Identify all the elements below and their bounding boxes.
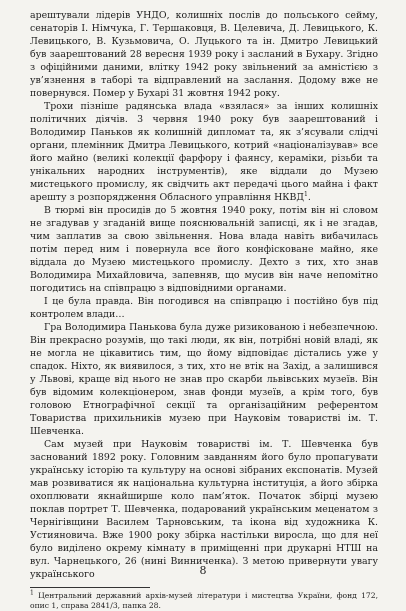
- footnote-marker: 1: [304, 190, 308, 198]
- paragraph-6: Сам музей при Науковім товаристві ім. Т. Шевченка був заснований 1892 року. Головним завданням його було пропагувати українську історію та культуру на основі зібраних експонатів. Музей мав розвиватися як національна культурна інституція, а його збірка охоплювати якнайширше коло пам’яток. Початок збірці музею поклав портрет Т. Шевченка, подарований українським меценатом з Чернігівщини Василем Тарновським, та ікона від художника К. Устияновича. Вже 1900 року збірка настільки виросла, що для неї було виділено окрему кімнату в приміщенні при друкарні НТШ на вул. Чарнецького, 26 (нині Винниченка). З метою привернути увагу українського: [30, 439, 378, 580]
- paragraph-5: Гра Володимира Панькова була дуже ризикованою і небезпечною. Він прекрасно розумів, що такі люди, як він, потрібні новій владі, як не могла не цікавитись тим, що йому відповідає дістались уже у спадок. Ніхто, як виявилося, з тих, хто не втік на Захід, а залишився у Львові, краще від нього не знав про скарби львівських музеїв. Він був відомим колекціонером, знав фонди музеїв, а крім того, був головою Етнографічної секції та організаційним референтом Товариства прихильників музею при Науковім товаристві ім. Т. Шевченка.: [30, 322, 378, 437]
- footnote-number: 1: [30, 589, 34, 597]
- paragraph-4: І це була правда. Він погодився на співпрацю і постійно був під контролем влади…: [30, 296, 378, 320]
- paragraph-1: арештували лідерів УНДО, колишніх послів до польського сейму, сенаторів І. Німчука, Г. Тершаковця, В. Целевича, Д. Левицького, К. Левицького, В. Кузьмовича, О. Луцького та ін. Дмитро Левицький був заарештований 28 вересня 1939 року і засланий в Бухару. Згідно з офіційними даними, влітку 1942 року звільнений за амністією з ув’язнення в таборі та відправлений на заслання. Додому вже не повернувся. Помер у Бухарі 31 жовтня 1942 року.: [30, 10, 378, 99]
- paragraph-2-text: Трохи пізніше радянська влада «взялася» за інших колишніх політичних діячів. 3 червня 1940 року був заарештований і Володимир Паньков як колишній дипломат та, як з’ясували слідчі органи, племінник Дмитра Левицького, котрий «націоналізував» все його майно (великі колекції фарфору і фаянсу, кераміки, різьби та унікальних народних інструментів), яке віддали до Музею мистецького промислу, як свідчить акт передачі цього майна і факт арешту з розпорядження Обласного управління НКВД: [30, 101, 378, 203]
- footnote-divider: [30, 587, 150, 588]
- page-number: 8: [199, 564, 207, 577]
- body-text: [30, 9, 378, 581]
- paragraph-2: Трохи пізніше радянська влада «взялася» за інших колишніх політичних діячів. 3 червня 1940 року був заарештований і Володимир Паньков як колишній дипломат та, як з’ясували слідчі органи, племінник Дмитра Левицького, котрий «націоналізував» все його майно (великі колекції фарфору і фаянсу, кераміки, різьби та унікальних народних інструментів), яке віддали до Музею мистецького промислу, як свідчить акт передачі цього майна і факт арешту з розпорядження Обласного управління НКВД$^1$.: [30, 101, 378, 203]
- paragraph-3: В тюрмі він просидів до 5 жовтня 1940 року, потім він ні словом не згадував у згаданій вище пояснювальній записці, як і не згадав, чим заплатив за свою звільнення. Нова влада навіть вибачилась потім перед ним і повернула все його конфісковане майно, яке віддала до Музею мистецького промислу. Дехто з тих, хто знав Володимира Михайловича, запевняв, що мусив він наче непомітно погодитись на співпрацю з відповідними органами.: [30, 205, 378, 294]
- footnote-text: Центральний державний архів-музей літератури і мистецтва України, фонд 172, опис 1, справа 2841/3, папка 28.: [30, 591, 378, 610]
- footnote: [30, 591, 378, 611]
